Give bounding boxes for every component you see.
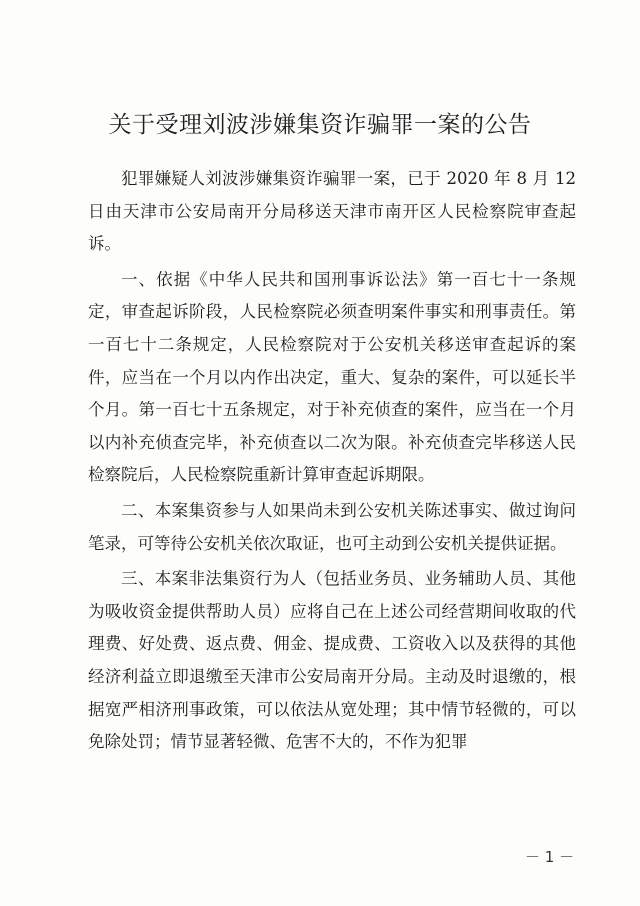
document-body: [88, 163, 576, 759]
page-number: － 1 －: [525, 848, 575, 866]
paragraph-section-1: 一、依据《中华人民共和国刑事诉讼法》第一百七十一条规定，审查起诉阶段，人民检察院必须查明案件事实和刑事责任。第一百七十二条规定，人民检察院对于公安机关移送审查起诉的案件，应当在一个月以内作出决定，重大、复杂的案件，可以延长半个月。第一百七十五条规定，对于补充侦查的案件，应当在一个月以内补充侦查完毕，补充侦查以二次为限。补充侦查完毕移送人民检察院后，人民检察院重新计算审查起诉期限。: [88, 269, 576, 485]
paragraph-section-3: 三、本案非法集资行为人（包括业务员、业务辅助人员、其他为吸收资金提供帮助人员）应将自己在上述公司经营期间收取的代理费、好处费、返点费、佣金、提成费、工资收入以及获得的其他经济利益立即退缴至天津市公安局南开分局。主动及时退缴的，根据宽严相济刑事政策，可以依法从宽处理；其中情节轻微的，可以免除处罚；情节显著轻微、危害不大的，不作为犯罪: [88, 569, 576, 752]
paragraph-intro: 犯罪嫌疑人刘波涉嫌集资诈骗罪一案，已于 2020 年 8 月 12 日由天津市公安局南开分局移送天津市南开区人民检察院审查起诉。: [88, 169, 576, 254]
paragraph-section-2: 二、本案集资参与人如果尚未到公安机关陈述事实、做过询问笔录，可等待公安机关依次取证，也可主动到公安机关提供证据。: [88, 500, 576, 553]
document-title: 关于受理刘波涉嫌集资诈骗罪一案的公告: [108, 112, 532, 138]
